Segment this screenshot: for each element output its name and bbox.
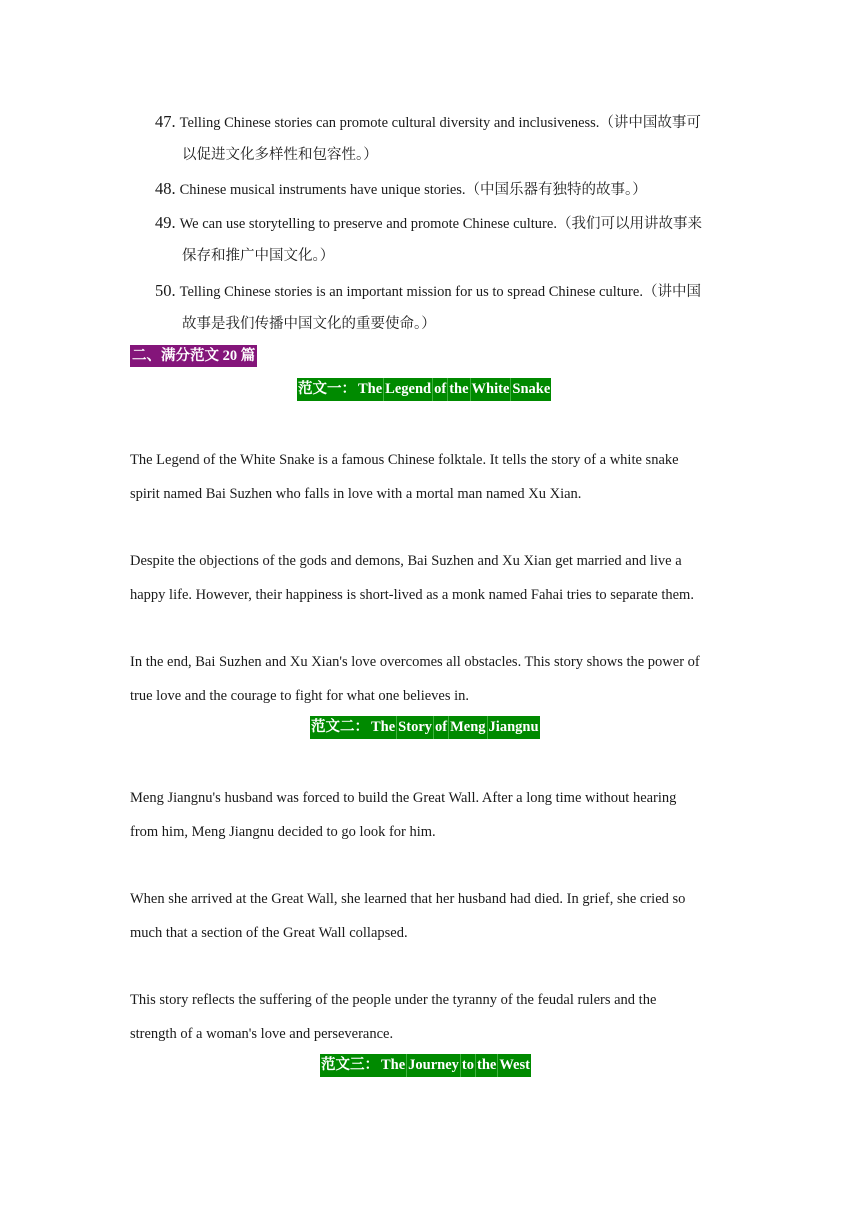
essay-title-word: of: [432, 378, 447, 401]
list-number: 49.: [155, 213, 176, 232]
essay-title-word: of: [433, 716, 448, 739]
essay-2-paragraph-2-line-1: When she arrived at the Great Wall, she learned that her husband had died. In grief, she cried so: [130, 891, 686, 907]
essay-title-2: [310, 716, 540, 739]
essay-1-paragraph-1-line-1: The Legend of the White Snake is a famous Chinese folktale. It tells the story of a white snake: [130, 452, 679, 468]
essay-2-paragraph-3-line-1: This story reflects the suffering of the people under the tyranny of the feudal rulers and the: [130, 992, 657, 1008]
list-item-line: 以促进文化多样性和包容性。）: [182, 147, 378, 163]
list-number: 47.: [155, 112, 176, 131]
list-text: We can use storytelling to preserve and promote Chinese culture.（我们可以用讲故事来: [179, 216, 702, 232]
essay-title-word: Jiangnu: [487, 716, 540, 739]
essay-title-word: The: [381, 1057, 406, 1073]
essay-title-word: the: [475, 1054, 497, 1077]
essay-1-paragraph-2-line-1: Despite the objections of the gods and demons, Bai Suzhen and Xu Xian get married and live a: [130, 553, 682, 569]
list-item-line: [155, 281, 701, 302]
essay-2-paragraph-3-line-2: strength of a woman's love and perseverance.: [130, 1026, 394, 1042]
section-heading: 二、满分范文 20 篇: [130, 345, 257, 367]
essay-title-word: Meng: [448, 716, 486, 739]
essay-title-prefix: 范文三：: [321, 1057, 379, 1073]
essay-title-word: Legend: [383, 378, 432, 401]
essay-title-3: [320, 1054, 531, 1077]
list-item-line: [155, 112, 701, 133]
list-item-line: [155, 179, 647, 200]
essay-title-prefix: 范文二：: [311, 719, 369, 735]
essay-title-word: to: [460, 1054, 475, 1077]
list-text: Chinese musical instruments have unique stories.（中国乐器有独特的故事。）: [179, 182, 647, 198]
essay-1-paragraph-2-line-2: happy life. However, their happiness is short-lived as a monk named Fahai tries to separate them.: [130, 587, 694, 603]
essay-2-paragraph-2-line-2: much that a section of the Great Wall collapsed.: [130, 925, 408, 941]
list-text: Telling Chinese stories is an important mission for us to spread Chinese culture.（讲中国: [179, 284, 701, 300]
essay-title-word: the: [447, 378, 469, 401]
essay-title-word: West: [497, 1054, 531, 1077]
essay-title-word: Journey: [406, 1054, 460, 1077]
essay-title-word: The: [371, 719, 396, 735]
list-number: 50.: [155, 281, 176, 300]
list-item-line: [155, 213, 702, 234]
essay-2-paragraph-1-line-2: from him, Meng Jiangnu decided to go look for him.: [130, 824, 436, 840]
list-item-line: 保存和推广中国文化。）: [182, 248, 335, 264]
essay-title-word: The: [358, 381, 383, 397]
essay-1-paragraph-1-line-2: spirit named Bai Suzhen who falls in love with a mortal man named Xu Xian.: [130, 486, 582, 502]
list-item-line: 故事是我们传播中国文化的重要使命。）: [182, 316, 436, 332]
essay-1-paragraph-3-line-1: In the end, Bai Suzhen and Xu Xian's love overcomes all obstacles. This story shows the power of: [130, 654, 700, 670]
essay-title-word: Snake: [510, 378, 551, 401]
essay-title-prefix: 范文一：: [298, 381, 356, 397]
list-text: Telling Chinese stories can promote cultural diversity and inclusiveness.（讲中国故事可: [179, 115, 701, 131]
list-number: 48.: [155, 179, 176, 198]
essay-title-word: Story: [396, 716, 433, 739]
essay-2-paragraph-1-line-1: Meng Jiangnu's husband was forced to build the Great Wall. After a long time without hearing: [130, 790, 677, 806]
essay-title-1: [297, 378, 551, 401]
essay-title-word: White: [470, 378, 511, 401]
essay-1-paragraph-3-line-2: true love and the courage to fight for what one believes in.: [130, 688, 470, 704]
